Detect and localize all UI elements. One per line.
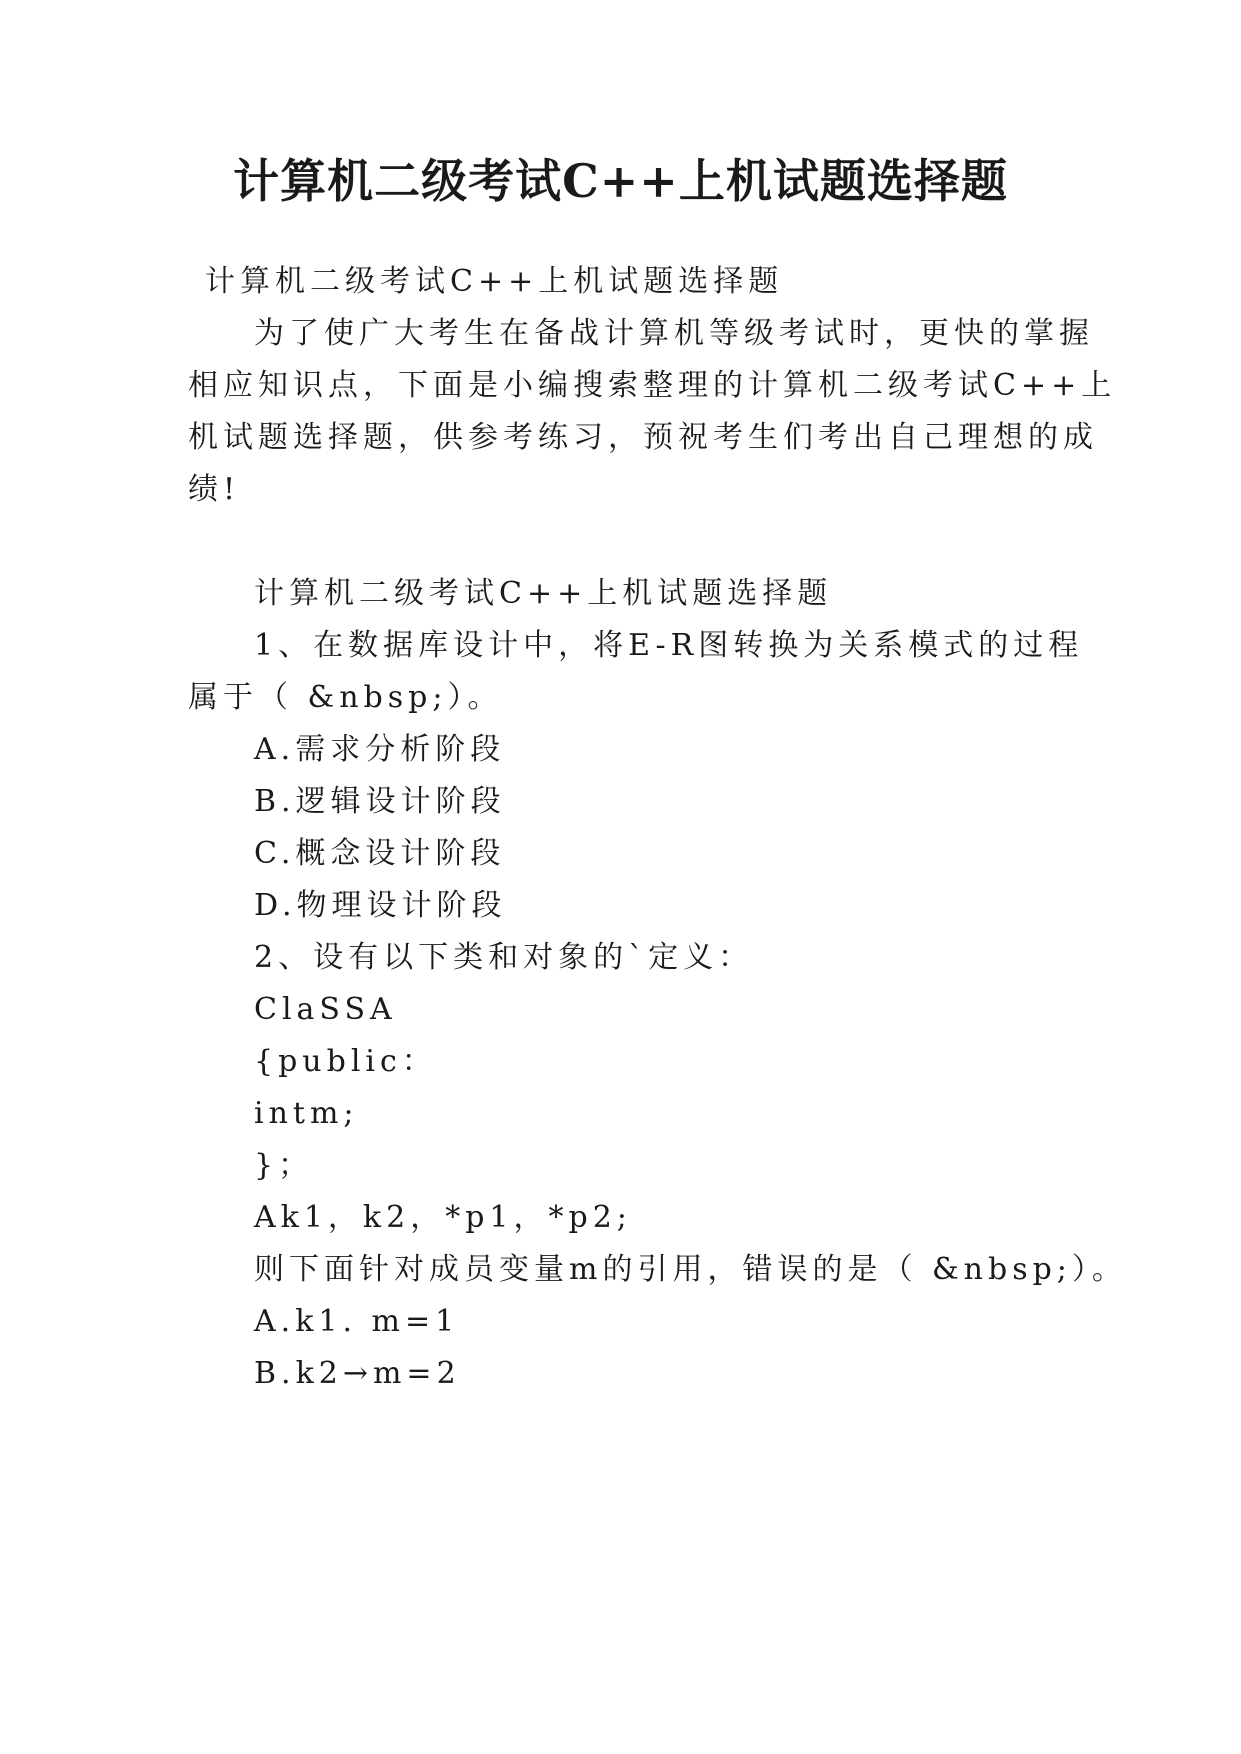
document-title: 计算机二级考试C++上机试题选择题 [233, 154, 1008, 208]
intro-line: 为了使广大考生在备战计算机等级考试时，更快的掌握 [254, 316, 1094, 351]
question-1-option-a: A.需求分析阶段 [254, 732, 506, 767]
intro-line: 绩! [188, 472, 241, 507]
section-heading: 计算机二级考试C++上机试题选择题 [254, 576, 833, 611]
question-1-option-d: D.物理设计阶段 [254, 888, 507, 923]
code-line: Ak1，k2，*p1，*p2; [254, 1200, 632, 1235]
code-line: }； [254, 1148, 314, 1183]
question-2-prompt: 则下面针对成员变量m的引用，错误的是（ &nbsp;）。 [254, 1252, 1127, 1287]
question-1-option-c: C.概念设计阶段 [254, 836, 506, 871]
question-1-text: 属于（ &nbsp;）。 [188, 680, 503, 715]
question-2-text: 2、设有以下类和对象的`定义： [254, 940, 754, 975]
code-line: {public： [254, 1044, 437, 1079]
question-1-option-b: B.逻辑设计阶段 [254, 784, 506, 819]
code-line: intm; [254, 1096, 359, 1131]
question-1-text: 1、在数据库设计中，将E-R图转换为关系模式的过程 [254, 628, 1084, 663]
subtitle: 计算机二级考试C++上机试题选择题 [205, 264, 784, 299]
code-line: ClaSSA [254, 992, 397, 1027]
intro-line: 相应知识点，下面是小编搜索整理的计算机二级考试C++上 [188, 368, 1117, 403]
intro-line: 机试题选择题，供参考练习，预祝考生们考出自己理想的成 [188, 420, 1098, 455]
question-2-option-a: A.k1. m=1 [254, 1304, 460, 1339]
question-2-option-b: B.k2→m=2 [254, 1356, 461, 1391]
